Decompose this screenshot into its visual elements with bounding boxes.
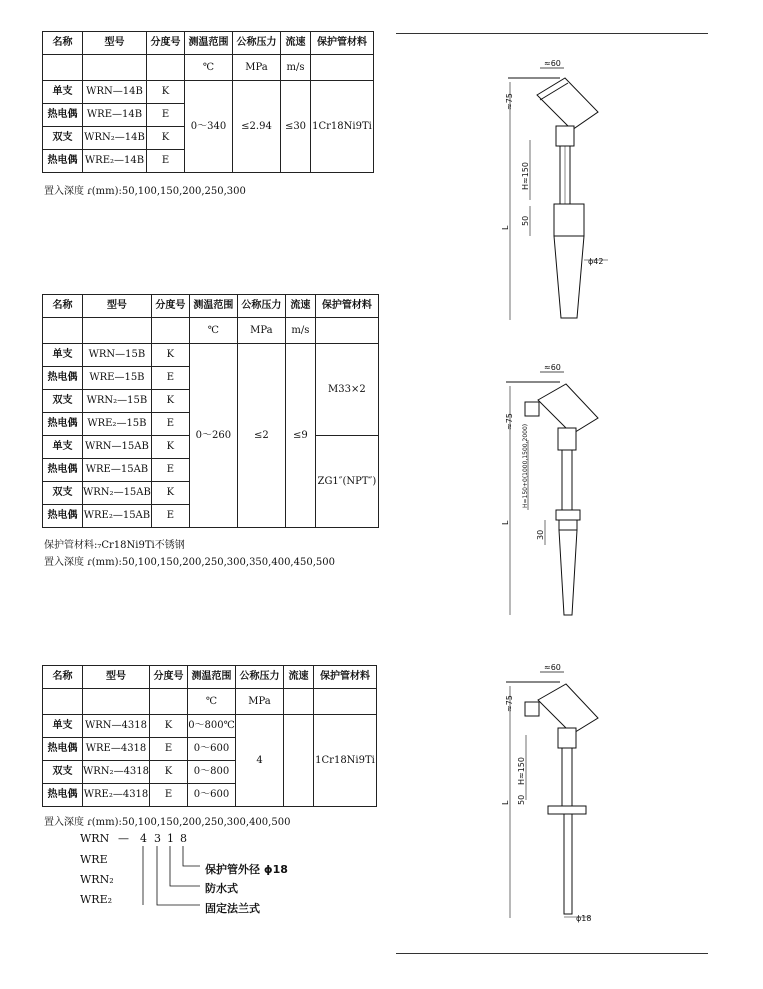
- dim-60: ≈60: [544, 363, 561, 372]
- range-cell: 0～340: [185, 81, 233, 173]
- label-double: 双支: [43, 761, 83, 784]
- model-cell: WRN—4318: [83, 715, 150, 738]
- model-cell: WRE₂—4318: [83, 784, 150, 807]
- dim-phi18: ϕ18: [576, 914, 592, 923]
- header-velocity: 流速: [285, 295, 315, 318]
- code-label-diameter: 保护管外径 ϕ18: [205, 863, 288, 876]
- label-tc: 热电偶: [43, 367, 83, 390]
- header-name: 名称: [43, 666, 83, 689]
- unit-range: ℃: [189, 318, 237, 344]
- header-material: 保护管材料: [315, 295, 378, 318]
- header-division: 分度号: [150, 666, 188, 689]
- division-cell: K: [151, 390, 189, 413]
- dim-50: 50: [517, 794, 526, 805]
- unit-pressure: MPa: [237, 318, 285, 344]
- header-model: 型号: [83, 666, 150, 689]
- code-dash: —: [118, 832, 129, 845]
- code-prefix-wre2: WRE₂: [80, 893, 113, 906]
- depth-note-3: 置入深度 ɾ(mm):50,100,150,200,250,300,400,500: [44, 817, 291, 828]
- division-cell: K: [150, 715, 188, 738]
- model-cell: WRN₂—15B: [83, 390, 152, 413]
- header-pressure: 公称压力: [233, 32, 281, 55]
- pressure-cell: 4: [236, 715, 284, 807]
- header-model: 型号: [83, 32, 147, 55]
- dim-60: ≈60: [544, 59, 561, 68]
- range-cell: 0～260: [189, 344, 237, 528]
- division-cell: E: [150, 738, 188, 761]
- material-note-2: 保护管材料:₇Cr18Ni9Ti不锈钢: [44, 540, 185, 551]
- dim-60: ≈60: [544, 663, 561, 672]
- unit-range: ℃: [185, 55, 233, 81]
- model-cell: WRE₂—15B: [83, 413, 152, 436]
- unit-pressure: MPa: [236, 689, 284, 715]
- material-cell: 1Cr18Ni9Ti: [311, 81, 374, 173]
- model-cell: WRE—15AB: [83, 459, 152, 482]
- division-cell: E: [151, 367, 189, 390]
- dim-h2: H=150+0(1000,1500,2000): [522, 423, 529, 508]
- header-material: 保护管材料: [311, 32, 374, 55]
- header-material: 保护管材料: [314, 666, 377, 689]
- material-cell: 1Cr18Ni9Ti: [314, 715, 377, 807]
- dim-l: L: [501, 800, 510, 805]
- division-cell: K: [150, 761, 188, 784]
- unit-range: ℃: [188, 689, 236, 715]
- division-cell: E: [147, 104, 185, 127]
- code-digit-3: 1: [167, 832, 174, 845]
- label-single: 单支: [43, 81, 83, 104]
- label-double: 双支: [43, 482, 83, 505]
- dim-30: 30: [536, 529, 545, 540]
- thermocouple-drawing-2: [506, 372, 598, 615]
- division-cell: K: [147, 127, 185, 150]
- dim-phi42: ϕ42: [588, 257, 604, 266]
- header-range: 测温范围: [188, 666, 236, 689]
- header-pressure: 公称压力: [237, 295, 285, 318]
- code-prefix-wrn2: WRN₂: [80, 873, 114, 886]
- model-cell: WRE—14B: [83, 104, 147, 127]
- range-cell: 0～600: [188, 784, 236, 807]
- dim-l: L: [501, 520, 510, 525]
- header-division: 分度号: [151, 295, 189, 318]
- velocity-cell: ≤30: [281, 81, 311, 173]
- model-cell: WRN₂—4318: [83, 761, 150, 784]
- header-velocity: 流速: [284, 666, 314, 689]
- header-range: 测温范围: [185, 32, 233, 55]
- code-label-flange: 固定法兰式: [205, 902, 260, 915]
- model-cell: WRE—4318: [83, 738, 150, 761]
- dim-75: ≈75: [505, 93, 514, 110]
- header-division: 分度号: [147, 32, 185, 55]
- model-cell: WRN—15AB: [83, 436, 152, 459]
- label-tc: 热电偶: [43, 738, 83, 761]
- division-cell: E: [151, 505, 189, 528]
- dim-h150: H≈150: [517, 757, 526, 785]
- label-single: 单支: [43, 715, 83, 738]
- code-prefix-wrn: WRN: [80, 832, 110, 845]
- pressure-cell: ≤2.94: [233, 81, 281, 173]
- division-cell: E: [151, 413, 189, 436]
- division-cell: K: [151, 482, 189, 505]
- label-single: 单支: [43, 344, 83, 367]
- depth-note-2: 置入深度 ɾ(mm):50,100,150,200,250,300,350,400,450,500: [44, 557, 335, 568]
- division-cell: K: [151, 436, 189, 459]
- pressure-cell: ≤2: [237, 344, 285, 528]
- depth-note-1: 置入深度 ɾ(mm):50,100,150,200,250,300: [44, 186, 246, 197]
- header-name: 名称: [43, 295, 83, 318]
- dim-75: ≈75: [505, 695, 514, 712]
- code-prefix-wre: WRE: [80, 853, 108, 866]
- velocity-cell: ≤9: [285, 344, 315, 528]
- model-cell: WRN—14B: [83, 81, 147, 104]
- header-range: 测温范围: [189, 295, 237, 318]
- material-cell: M33×2: [315, 344, 378, 436]
- dim-l: L: [501, 225, 510, 230]
- model-cell: WRE₂—15AB: [83, 505, 152, 528]
- dim-75: ≈75: [505, 413, 514, 430]
- model-cell: WRN₂—14B: [83, 127, 147, 150]
- label-tc: 热电偶: [43, 505, 83, 528]
- model-cell: WRE₂—14B: [83, 150, 147, 173]
- unit-velocity: m/s: [285, 318, 315, 344]
- header-velocity: 流速: [281, 32, 311, 55]
- model-cell: WRN—15B: [83, 344, 152, 367]
- dim-h150: H≈150: [521, 162, 530, 190]
- thermocouple-drawing-1: [508, 68, 608, 320]
- division-cell: K: [147, 81, 185, 104]
- dim-50: 50: [521, 215, 530, 226]
- range-cell: 0～800℃: [188, 715, 236, 738]
- label-double: 双支: [43, 127, 83, 150]
- code-digit-4: 8: [180, 832, 187, 845]
- division-cell: E: [150, 784, 188, 807]
- model-cell: WRE—15B: [83, 367, 152, 390]
- division-cell: E: [147, 150, 185, 173]
- label-single: 单支: [43, 436, 83, 459]
- material-cell: ZG1″(NPT″): [315, 436, 378, 528]
- range-cell: 0～800: [188, 761, 236, 784]
- code-digit-2: 3: [154, 832, 161, 845]
- division-cell: K: [151, 344, 189, 367]
- model-cell: WRN₂—15AB: [83, 482, 152, 505]
- header-name: 名称: [43, 32, 83, 55]
- label-tc: 热电偶: [43, 459, 83, 482]
- code-digit-1: 4: [140, 832, 147, 845]
- division-cell: E: [151, 459, 189, 482]
- label-tc: 热电偶: [43, 784, 83, 807]
- unit-pressure: MPa: [233, 55, 281, 81]
- header-model: 型号: [83, 295, 152, 318]
- label-tc: 热电偶: [43, 413, 83, 436]
- range-cell: 0～600: [188, 738, 236, 761]
- header-pressure: 公称压力: [236, 666, 284, 689]
- code-label-waterproof: 防水式: [205, 882, 238, 895]
- label-tc: 热电偶: [43, 104, 83, 127]
- label-tc: 热电偶: [43, 150, 83, 173]
- unit-velocity: m/s: [281, 55, 311, 81]
- code-leader-lines: [143, 846, 200, 905]
- label-double: 双支: [43, 390, 83, 413]
